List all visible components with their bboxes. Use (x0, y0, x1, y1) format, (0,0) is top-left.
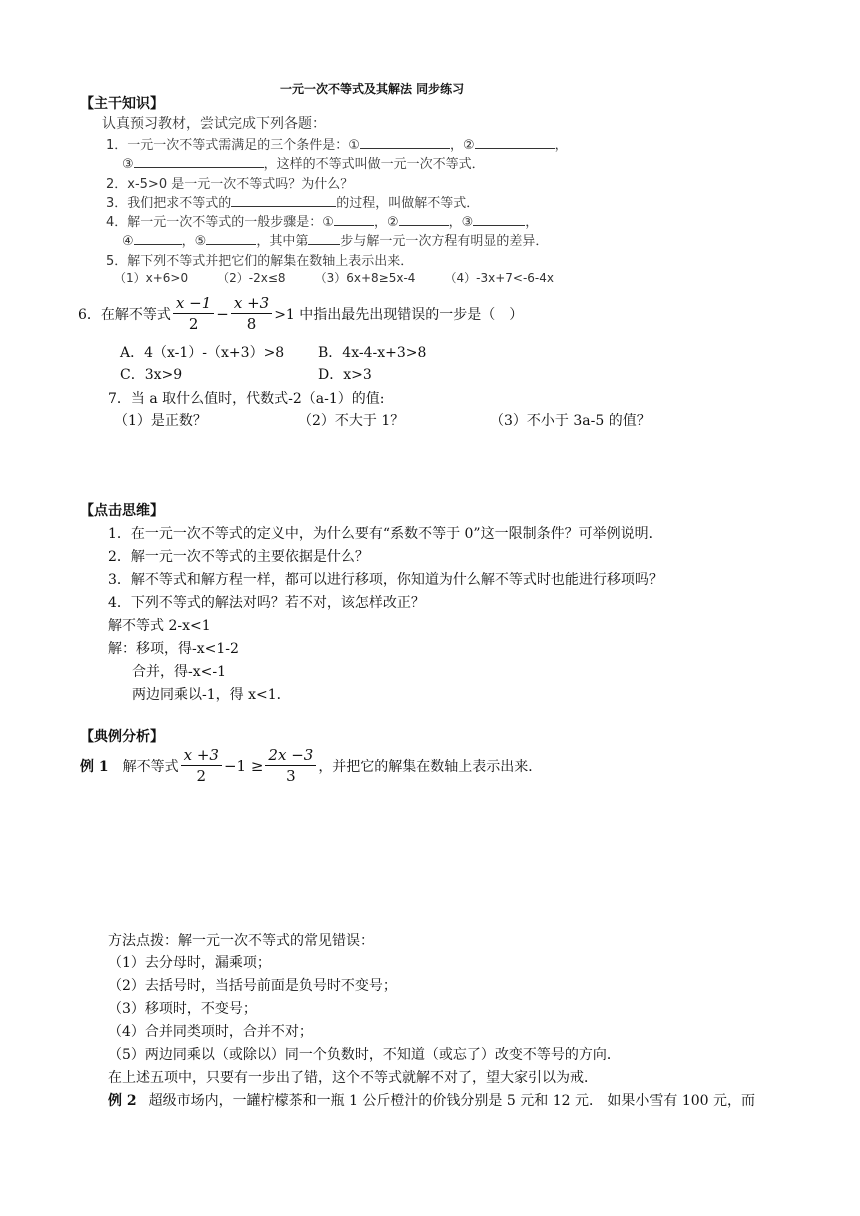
q2-line: 2．x-5>0 是一元一次不等式吗？为什么？ (106, 177, 354, 192)
fraction-3: $\frac{x +3}{2}$ (181, 746, 222, 785)
tip-item: （2）去括号时，当括号前面是负号时不变号； (108, 978, 397, 994)
blank-9[interactable] (206, 232, 256, 245)
q6-option-c[interactable]: C．3x>9 (120, 367, 183, 383)
q1-line-a: 1．一元一次不等式需满足的三个条件是：① ，② ， (106, 138, 568, 153)
blank-2[interactable] (475, 136, 555, 149)
solution-line: 两边同乘以-1，得 x<1． (132, 687, 291, 703)
blank-3[interactable] (134, 155, 264, 168)
q6-line: 6．在解不等式 $\frac{x -1}{2}$ − $\frac{x +3}{8}$ >1 中指出最先出现错误的一步是（ ） (78, 294, 524, 333)
tip-item: （1）去分母时，漏乘项； (108, 955, 271, 971)
blank-1[interactable] (360, 136, 450, 149)
blank-10[interactable] (308, 232, 340, 245)
main-intro: 认真预习教材，尝试完成下列各题： (102, 116, 326, 132)
q5-item: （2）-2x≤8 (217, 271, 286, 285)
tip-item: （5）两边同乘以（或除以）同一个负数时，不知道（或忘了）改变不等号的方向． (108, 1047, 621, 1063)
q4-line-b: ④ ，⑤ ，其中第 步与解一元一次方程有明显的差异． (122, 234, 549, 249)
section-heading-example: 【典例分析】 (80, 729, 164, 745)
fraction-2: $\frac{x +3}{8}$ (231, 294, 272, 333)
fraction-1: $\frac{x -1}{2}$ (173, 294, 214, 333)
example-1-line: 例 1 解不等式 $\frac{x +3}{2}$ −1 ≥ $\frac{2x -3}{3}$ ，并把它的解集在数轴上表示出来． (80, 746, 543, 785)
q6-option-a[interactable]: A．4（x-1）-（x+3）>8 (120, 345, 285, 361)
q5-item: （4）-3x+7<-6-4x (444, 271, 554, 285)
solution-line: 合并，得-x<-1 (132, 664, 226, 680)
think-item: 1．在一元一次不等式的定义中，为什么要有“系数不等于 0”这一限制条件？可举例说明． (108, 526, 663, 542)
page-title: 一元一次不等式及其解法 同步练习 (280, 82, 465, 96)
tips-conclusion: 在上述五项中，只要有一步出了错，这个不等式就解不对了，望大家引以为戒． (108, 1070, 598, 1086)
blank-5[interactable] (334, 213, 374, 226)
section-heading-think: 【点击思维】 (80, 503, 164, 519)
q6-option-b[interactable]: B．4x-4-x+3>8 (318, 345, 427, 361)
think-item: 3．解不等式和解方程一样，都可以进行移项，你知道为什么解不等式时也能进行移项吗？ (108, 572, 663, 588)
q5-item: （3）6x+8≥5x-4 (314, 271, 416, 285)
q5-items (114, 269, 554, 286)
tip-item: （3）移项时，不变号； (108, 1001, 257, 1017)
tips-title: 方法点拨：解一元一次不等式的常见错误： (108, 933, 374, 949)
example-2-label: 例 2 (108, 1093, 137, 1109)
q5-item: （1）x+6>0 (114, 271, 189, 285)
q7-sub-3: （3）不小于 3a-5 的值？ (490, 413, 651, 429)
q6-option-d[interactable]: D．x>3 (318, 367, 372, 383)
think-item: 2．解一元一次不等式的主要依据是什么？ (108, 549, 369, 565)
section-heading-main: 【主干知识】 (80, 96, 164, 112)
q7-line: 7．当 a 取什么值时，代数式-2（a-1）的值: (108, 391, 385, 407)
tip-item: （4）合并同类项时，合并不对； (108, 1024, 313, 1040)
q3-line: 3．我们把求不等式的 的过程，叫做解不等式． (106, 196, 480, 211)
example-2-line: 例 2 超级市场内，一罐柠檬茶和一瓶 1 公斤橙汁的价钱分别是 5 元和 12 元． 如果小雪有 100 元，而 (108, 1093, 756, 1109)
blank-8[interactable] (134, 232, 182, 245)
q7-sub-2: （2）不大于 1？ (298, 413, 405, 429)
q4-line-a: 4．解一元一次不等式的一般步骤是：① ，② ，③ ， (106, 215, 539, 230)
blank-4[interactable] (231, 194, 336, 207)
q7-sub-1: （1）是正数？ (114, 413, 207, 429)
solution-line: 解不等式 2-x<1 (108, 618, 211, 634)
blank-6[interactable] (399, 213, 449, 226)
q5-line: 5．解下列不等式并把它们的解集在数轴上表示出来． (106, 254, 414, 269)
q1-line-b: ③ ，这样的不等式叫做一元一次不等式． (122, 157, 485, 172)
fraction-4: $\frac{2x -3}{3}$ (265, 746, 316, 785)
think-item: 4．下列不等式的解法对吗？若不对，该怎样改正？ (108, 595, 425, 611)
solution-line: 解：移项，得-x<1-2 (108, 641, 239, 657)
example-1-label: 例 1 (80, 758, 109, 775)
blank-7[interactable] (473, 213, 525, 226)
